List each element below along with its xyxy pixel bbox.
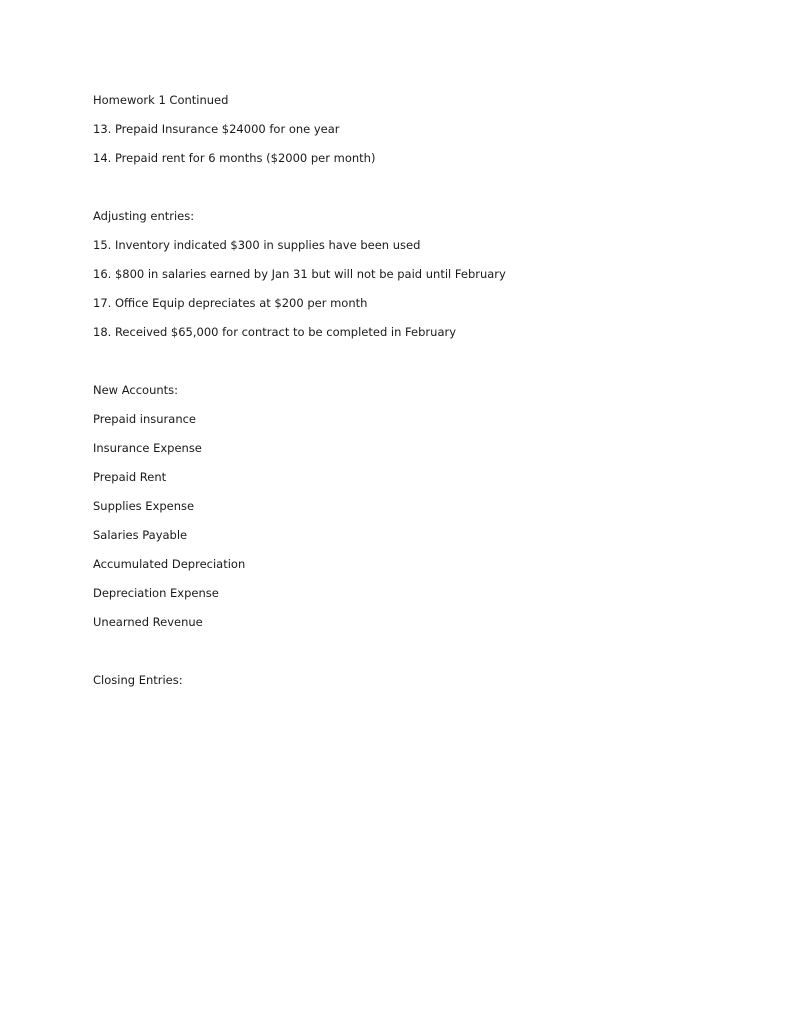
- document-body: [93, 93, 733, 702]
- transaction-14: 14. Prepaid rent for 6 months ($2000 per month): [93, 151, 376, 165]
- adjusting-entries-heading: Adjusting entries:: [93, 209, 195, 223]
- paragraph-spacer: [93, 180, 733, 209]
- adjusting-entry-15: 15. Inventory indicated $300 in supplies have been used: [93, 238, 421, 252]
- document-title: Homework 1 Continued: [93, 93, 229, 107]
- account-unearned-revenue: Unearned Revenue: [93, 615, 203, 629]
- account-prepaid-rent: Prepaid Rent: [93, 470, 167, 484]
- adjusting-entry-16: 16. $800 in salaries earned by Jan 31 but will not be paid until February: [93, 267, 506, 281]
- account-salaries-payable: Salaries Payable: [93, 528, 188, 542]
- account-accumulated-depreciation: Accumulated Depreciation: [93, 557, 246, 571]
- new-accounts-heading: New Accounts:: [93, 383, 179, 397]
- transaction-13: 13. Prepaid Insurance $24000 for one year: [93, 122, 340, 136]
- account-supplies-expense: Supplies Expense: [93, 499, 195, 513]
- adjusting-entry-18: 18. Received $65,000 for contract to be completed in February: [93, 325, 457, 339]
- adjusting-entry-17: 17. Office Equip depreciates at $200 per month: [93, 296, 368, 310]
- paragraph-spacer: [93, 644, 733, 673]
- account-prepaid-insurance: Prepaid insurance: [93, 412, 197, 426]
- account-insurance-expense: Insurance Expense: [93, 441, 202, 455]
- closing-entries-heading: Closing Entries:: [93, 673, 183, 687]
- account-depreciation-expense: Depreciation Expense: [93, 586, 219, 600]
- paragraph-spacer: [93, 354, 733, 383]
